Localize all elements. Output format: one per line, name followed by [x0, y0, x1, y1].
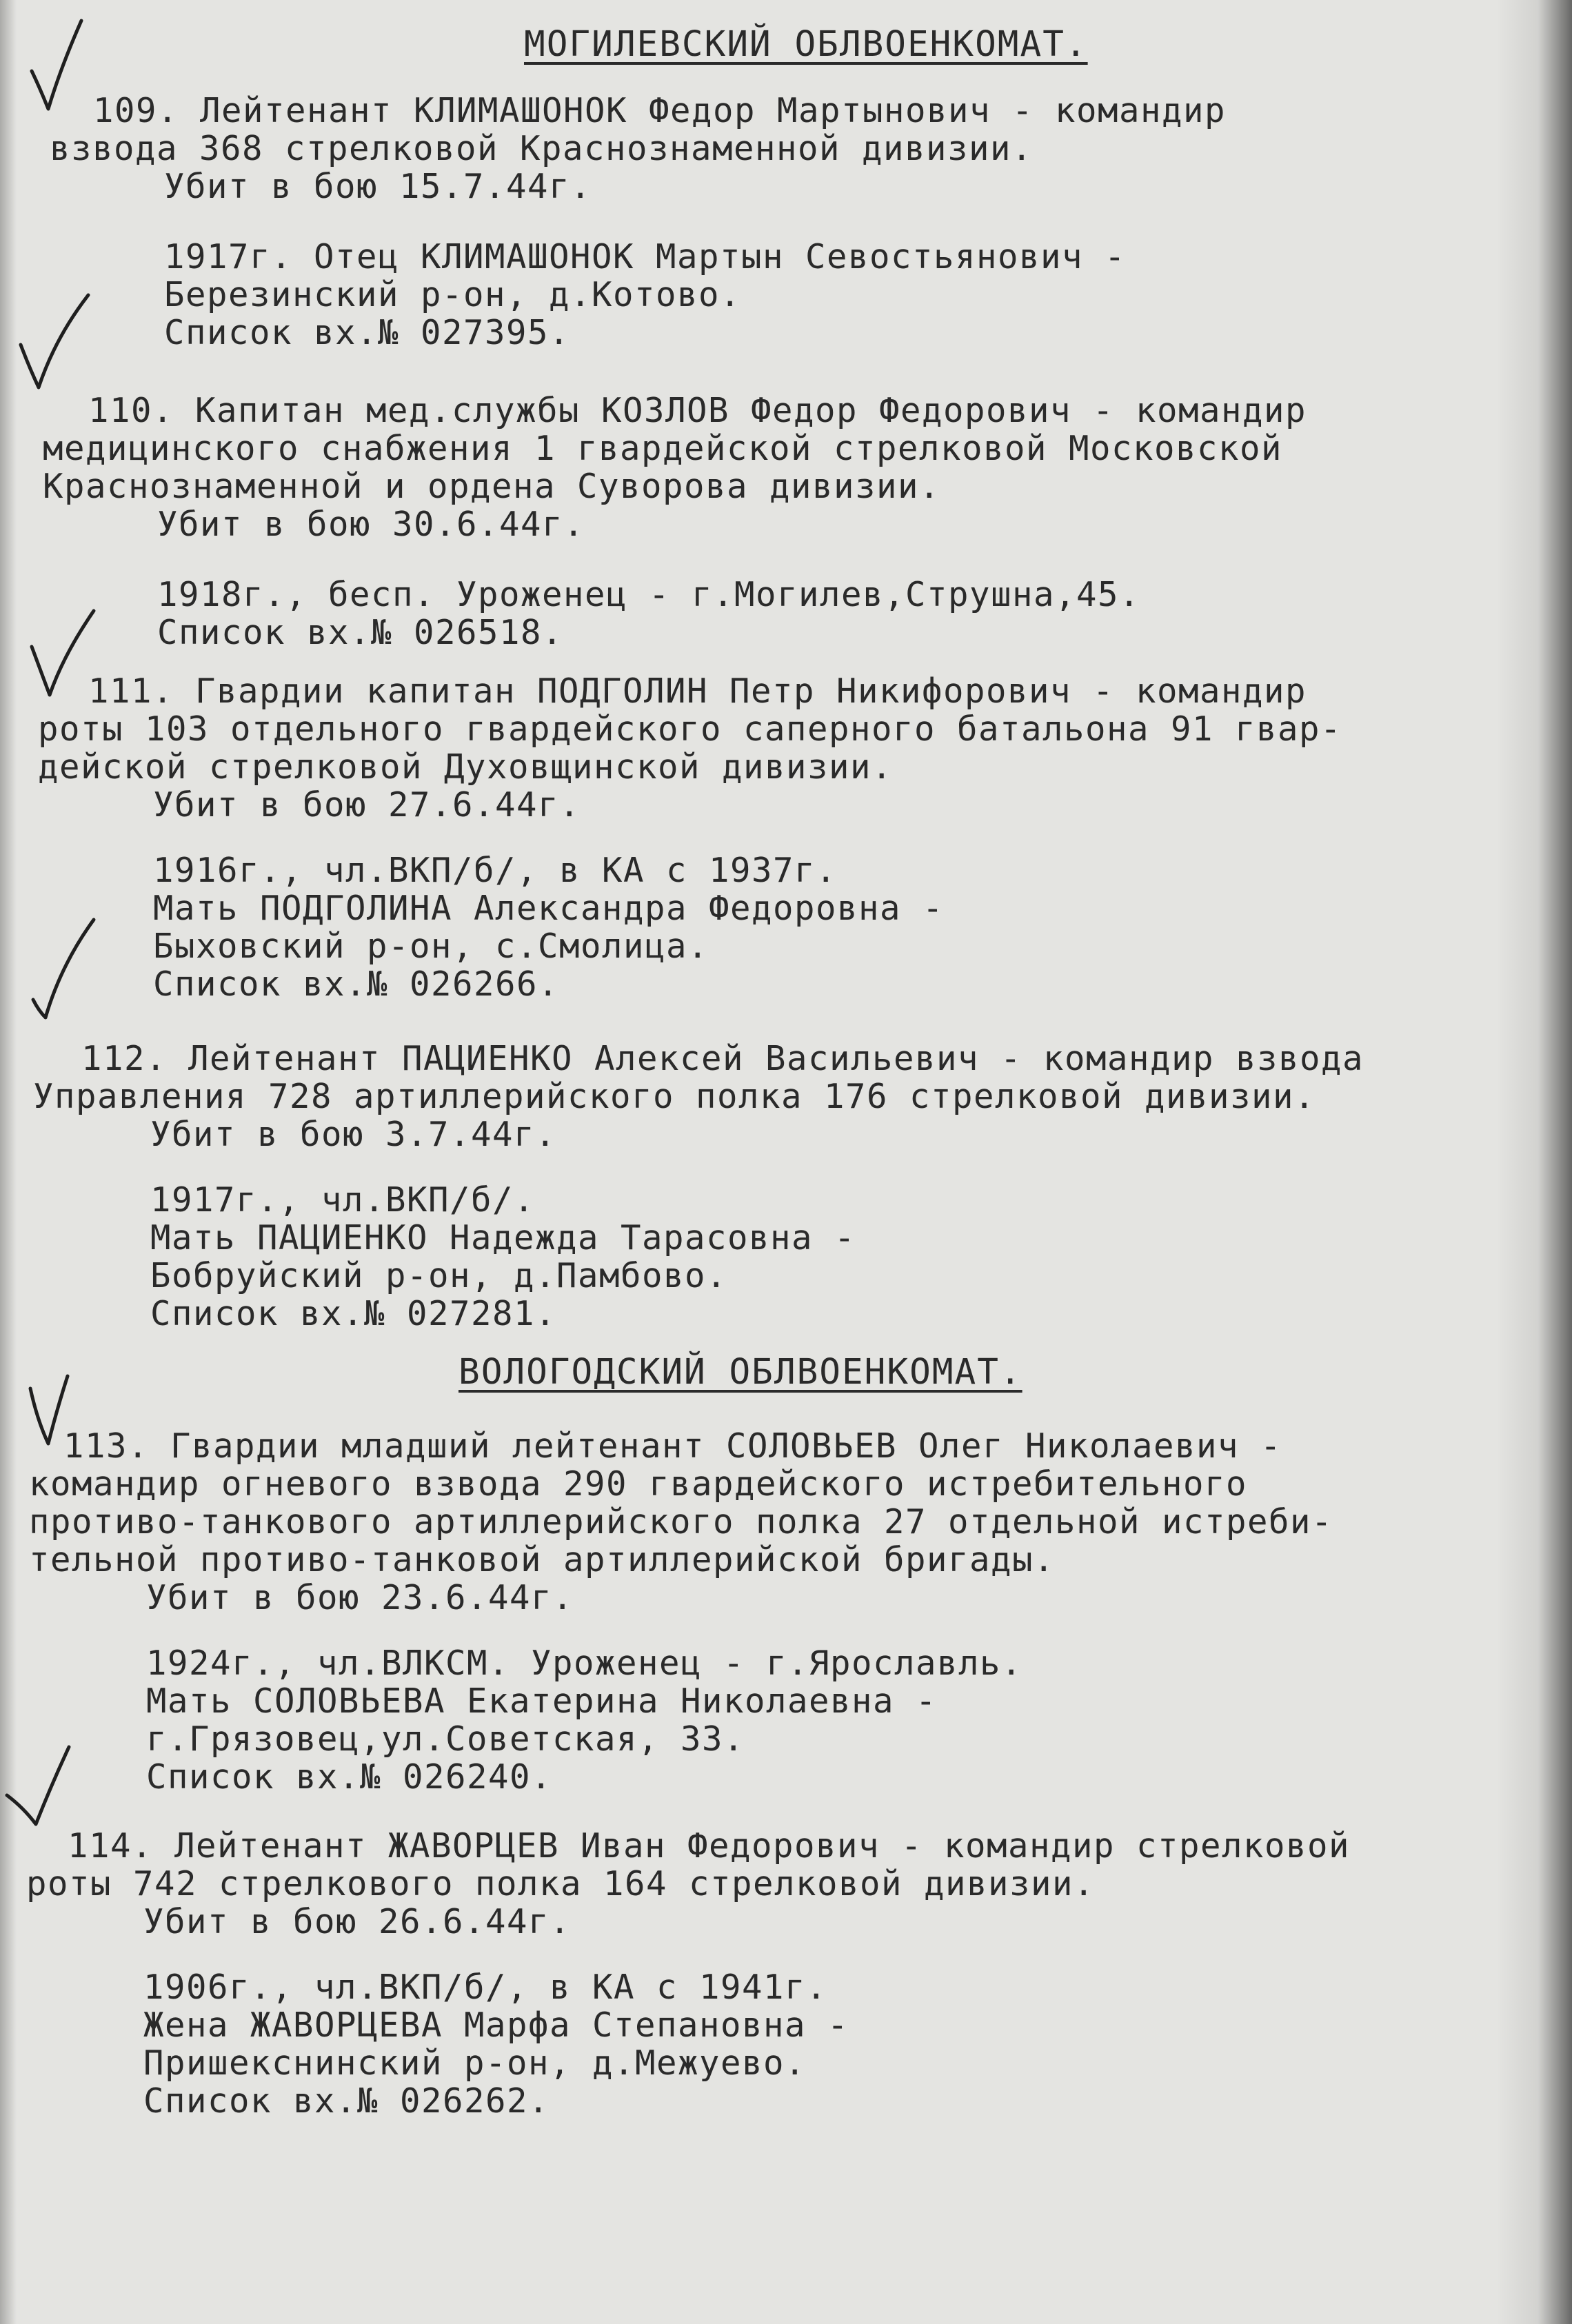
- entry-line: 1924г., чл.ВЛКСМ. Уроженец - г.Ярославль.: [146, 1644, 1023, 1683]
- entry-line: Мать ПОДГОЛИНА Александра Федоровна -: [153, 889, 945, 928]
- entry-line: дейской стрелковой Духовщинской дивизии.: [38, 747, 894, 787]
- entry-line: Быховский р-он, с.Смолица.: [153, 927, 709, 966]
- entry-line: Список вх.№ 026518.: [157, 613, 564, 652]
- entry-line: противо-танкового артиллерийского полка 27 отдельной истреби-: [29, 1502, 1333, 1542]
- entry-line: 109. Лейтенант КЛИМАШОНОК Федор Мартынович - командир: [93, 91, 1227, 130]
- entry-line: Список вх.№ 027395.: [164, 313, 571, 352]
- entry-line: Краснознаменной и ордена Суворова дивизии.: [43, 467, 941, 506]
- entry-line: Управления 728 артиллерийского полка 176 стрелковой дивизии.: [33, 1077, 1316, 1116]
- entry-line: Список вх.№ 026266.: [153, 964, 560, 1004]
- entry-line: Мать ПАЦИЕНКО Надежда Тарасовна -: [150, 1218, 856, 1257]
- entry-line: Список вх.№ 026262.: [143, 2081, 550, 2121]
- entry-line: 1918г., бесп. Уроженец - г.Могилев,Струшна,45.: [157, 575, 1141, 614]
- entry-line: 112. Лейтенант ПАЦИЕНКО Алексей Васильевич - командир взвода: [81, 1039, 1364, 1078]
- entry-line: Список вх.№ 026240.: [146, 1757, 553, 1797]
- entry-line: г.Грязовец,ул.Советская, 33.: [146, 1719, 745, 1759]
- checkmark-icon: [11, 290, 101, 393]
- entry-line: 1917г. Отец КЛИМАШОНОК Мартын Севостьянович -: [164, 237, 1127, 276]
- entry-line: Березинский р-он, д.Котово.: [164, 275, 742, 314]
- entry-line: 111. Гвардии капитан ПОДГОЛИН Петр Никифорович - командир: [88, 671, 1307, 711]
- entry-line: медицинского снабжения 1 гвардейской стрелковой Московской: [43, 429, 1283, 468]
- entry-line: Убит в бою 26.6.44г.: [143, 1902, 572, 1941]
- entry-line: Бобруйский р-он, д.Памбово.: [150, 1256, 728, 1295]
- entry-line: роты 103 отдельного гвардейского саперного батальона 91 гвар-: [38, 709, 1342, 749]
- entry-line: Мать СОЛОВЬЕВА Екатерина Николаевна -: [146, 1681, 938, 1721]
- checkmark-icon: [28, 917, 117, 1020]
- entry-line: Жена ЖАВОРЦЕВА Марфа Степановна -: [143, 2005, 849, 2045]
- entry-line: командир огневого взвода 290 гвардейского истребительного: [29, 1464, 1248, 1504]
- heading-vologda: ВОЛОГОДСКИЙ ОБЛВОЕНКОМАТ.: [458, 1352, 1022, 1393]
- entry-line: 114. Лейтенант ЖАВОРЦЕВ Иван Федорович - командир стрелковой: [68, 1826, 1351, 1866]
- entry-line: 1917г., чл.ВКП/б/.: [150, 1180, 536, 1220]
- entry-line: Убит в бою 30.6.44г.: [157, 505, 585, 544]
- heading-mogilev: МОГИЛЕВСКИЙ ОБЛВОЕНКОМАТ.: [524, 24, 1088, 65]
- entry-line: взвода 368 стрелковой Краснознаменной дивизии.: [50, 129, 1034, 168]
- entry-line: 1906г., чл.ВКП/б/, в КА с 1941г.: [143, 1968, 828, 2007]
- entry-line: 110. Капитан мед.службы КОЗЛОВ Федор Федорович - командир: [88, 391, 1307, 430]
- entry-line: Убит в бою 27.6.44г.: [153, 785, 581, 825]
- page-edge-shadow: [1496, 0, 1572, 2324]
- entry-line: Убит в бою 15.7.44г.: [164, 167, 592, 206]
- entry-line: Пришекснинский р-он, д.Межуево.: [143, 2043, 807, 2083]
- entry-line: 1916г., чл.ВКП/б/, в КА с 1937г.: [153, 851, 838, 890]
- entry-line: Убит в бою 3.7.44г.: [150, 1115, 557, 1154]
- entry-line: 113. Гвардии младший лейтенант СОЛОВЬЕВ Олег Николаевич -: [63, 1426, 1282, 1466]
- entry-line: тельной противо-танковой артиллерийской бригады.: [29, 1540, 1056, 1579]
- entry-line: Список вх.№ 027281.: [150, 1294, 557, 1333]
- entry-line: Убит в бою 23.6.44г.: [146, 1578, 574, 1617]
- entry-line: роты 742 стрелкового полка 164 стрелковой дивизии.: [26, 1864, 1096, 1903]
